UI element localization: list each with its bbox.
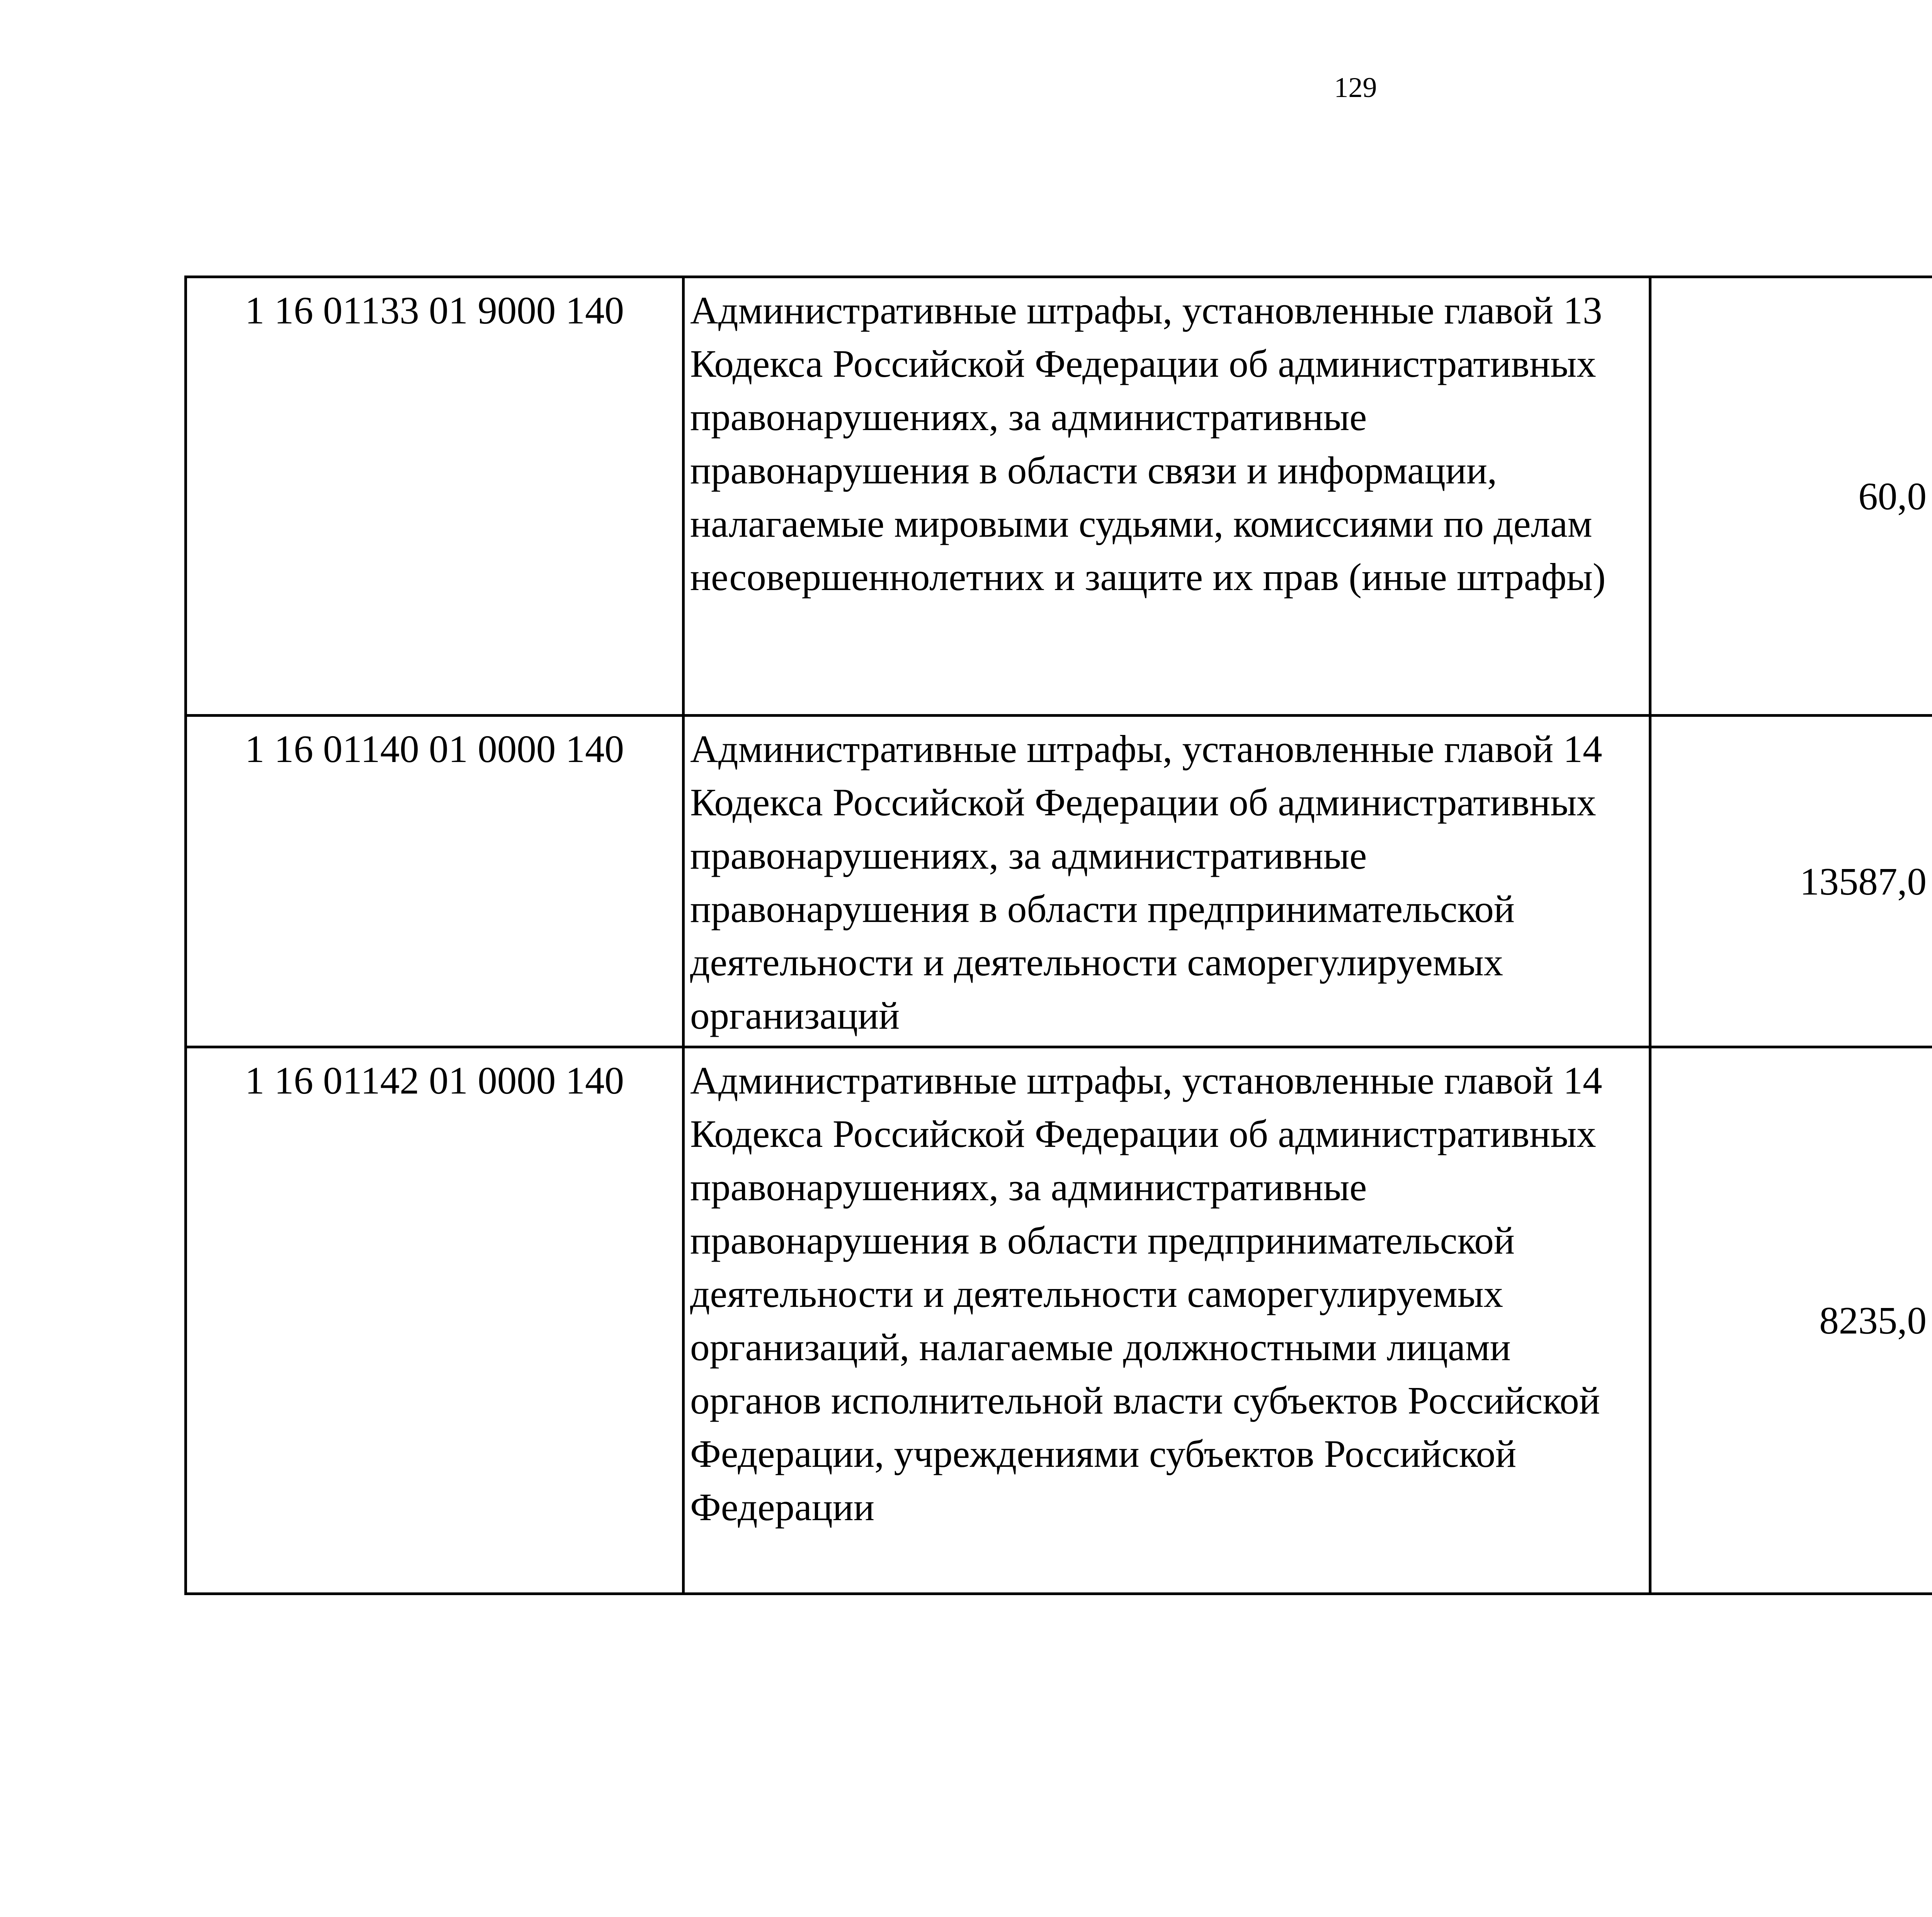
description-cell: Административные штрафы, установленные главой 13 Кодекса Российской Федерации об административных правонарушениях, за административные правонарушения в области связи и информации, налагаемые мировыми судьями, комиссиями по делам несовершеннолетних и защите их прав (иные штрафы) [684,277,1650,716]
value-cell-1: 60,0 [1650,277,1932,716]
budget-code-cell: 1 16 01140 01 0000 140 [186,716,684,1047]
value-cell-1: 8235,0 [1650,1047,1932,1594]
table-row [186,277,1932,716]
description-cell: Административные штрафы, установленные главой 14 Кодекса Российской Федерации об административных правонарушениях, за административные правонарушения в области предпринимательской деятельности и деятельности саморегулируемых организаций, налагаемые должностными лицами органов исполнительной власти субъектов Российской Федерации, учреждениями субъектов Российской Федерации [684,1047,1650,1594]
table-row [186,716,1932,1047]
budget-table [184,276,1932,1595]
budget-code-cell: 1 16 01133 01 9000 140 [186,277,684,716]
budget-code-cell: 1 16 01142 01 0000 140 [186,1047,684,1594]
page-number: 129 [1334,72,1377,104]
value-cell-1: 13587,0 [1650,716,1932,1047]
table-row [186,1047,1932,1594]
description-cell: Административные штрафы, установленные главой 14 Кодекса Российской Федерации об административных правонарушениях, за административные правонарушения в области предпринимательской деятельности и деятельности саморегулируемых организаций [684,716,1650,1047]
